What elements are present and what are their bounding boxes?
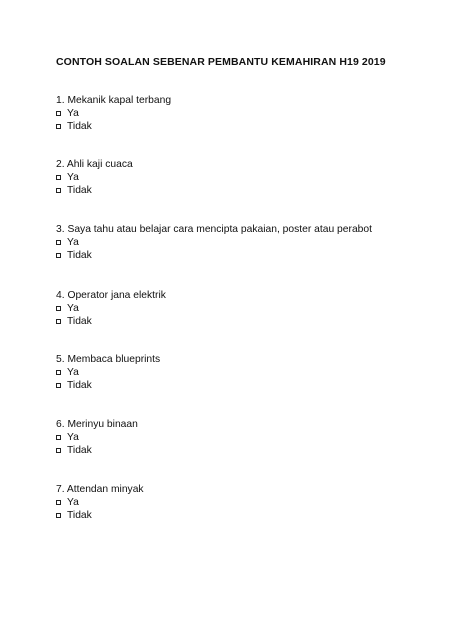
option-tidak[interactable] bbox=[56, 315, 166, 328]
checkbox-icon[interactable] bbox=[56, 383, 61, 388]
option-tidak[interactable] bbox=[56, 184, 133, 197]
option-tidak[interactable] bbox=[56, 379, 160, 392]
question-text: 1. Mekanik kapal terbang bbox=[56, 95, 172, 106]
question-text: 7. Attendan minyak bbox=[56, 484, 144, 495]
option-ya[interactable] bbox=[56, 236, 372, 249]
option-label: Tidak bbox=[67, 380, 92, 391]
checkbox-icon[interactable] bbox=[56, 306, 61, 311]
question-3 bbox=[56, 223, 372, 262]
question-text: 5. Membaca blueprints bbox=[56, 354, 161, 365]
question-7 bbox=[56, 483, 144, 522]
checkbox-icon[interactable] bbox=[56, 240, 61, 245]
document-title: CONTOH SOALAN SEBENAR PEMBANTU KEMAHIRAN H19 2019 bbox=[56, 56, 386, 68]
checkbox-icon[interactable] bbox=[56, 448, 61, 453]
question-1 bbox=[56, 94, 171, 133]
option-tidak[interactable] bbox=[56, 444, 138, 457]
option-label: Tidak bbox=[67, 510, 92, 521]
option-tidak[interactable] bbox=[56, 509, 144, 522]
checkbox-icon[interactable] bbox=[56, 319, 61, 324]
option-label: Ya bbox=[67, 172, 79, 183]
checkbox-icon[interactable] bbox=[56, 188, 61, 193]
option-label: Ya bbox=[67, 367, 79, 378]
checkbox-icon[interactable] bbox=[56, 124, 61, 129]
option-label: Ya bbox=[67, 237, 79, 248]
checkbox-icon[interactable] bbox=[56, 175, 61, 180]
option-label: Ya bbox=[67, 497, 79, 508]
question-2 bbox=[56, 158, 133, 197]
option-ya[interactable] bbox=[56, 107, 171, 120]
option-label: Ya bbox=[67, 108, 79, 119]
option-ya[interactable] bbox=[56, 302, 166, 315]
checkbox-icon[interactable] bbox=[56, 111, 61, 116]
checkbox-icon[interactable] bbox=[56, 500, 61, 505]
option-ya[interactable] bbox=[56, 496, 144, 509]
question-5 bbox=[56, 353, 160, 392]
checkbox-icon[interactable] bbox=[56, 370, 61, 375]
checkbox-icon[interactable] bbox=[56, 513, 61, 518]
option-ya[interactable] bbox=[56, 366, 160, 379]
option-tidak[interactable] bbox=[56, 249, 372, 262]
option-label: Tidak bbox=[67, 445, 92, 456]
checkbox-icon[interactable] bbox=[56, 253, 61, 258]
option-label: Tidak bbox=[67, 185, 92, 196]
question-4 bbox=[56, 289, 166, 328]
option-label: Tidak bbox=[67, 250, 92, 261]
question-text: 6. Merinyu binaan bbox=[56, 419, 138, 430]
option-tidak[interactable] bbox=[56, 120, 171, 133]
checkbox-icon[interactable] bbox=[56, 435, 61, 440]
option-ya[interactable] bbox=[56, 431, 138, 444]
option-label: Ya bbox=[67, 303, 79, 314]
question-text: 2. Ahli kaji cuaca bbox=[56, 159, 133, 170]
question-text: 4. Operator jana elektrik bbox=[56, 290, 166, 301]
option-label: Ya bbox=[67, 432, 79, 443]
question-6 bbox=[56, 418, 138, 457]
option-ya[interactable] bbox=[56, 171, 133, 184]
option-label: Tidak bbox=[67, 316, 92, 327]
option-label: Tidak bbox=[67, 121, 92, 132]
question-text: 3. Saya tahu atau belajar cara mencipta pakaian, poster atau perabot bbox=[56, 224, 372, 235]
